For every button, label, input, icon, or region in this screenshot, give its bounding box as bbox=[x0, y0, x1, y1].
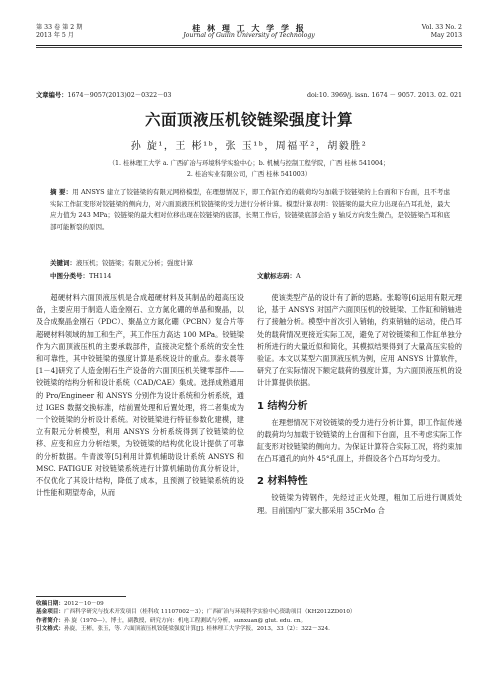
fund-info: 基金项目：广西科学研究与技术开发项目（桂科攻 11107002－3）；广西矿冶与环境科学实验中心资助项目（KH2012ZD010） bbox=[36, 609, 356, 616]
abstract: 摘 要：用 ANSYS 建立了铰链梁的有限元网格模型，在理想情况下，即工作缸作追的载荷均匀加载于铰链梁的上台面和下台面，且不考虑实际工作缸变形对铰链梁的侧向力，对六面顶液压机铰链梁的受力进行分析计算。模型计算表明：铰链梁的最大应力出现在凸耳孔处，最大应力值为 243 MPa；铰链梁的最大相对位移出现在铰链梁的底部，长期工作后，铰链梁底部会沿 y 轴反方向发生微凸，是铰链梁凸耳和底部可能断裂的原因。 bbox=[50, 188, 450, 231]
journal-issue-info: 第 33 卷 第 2 期 2013 年 5 月 bbox=[36, 24, 83, 39]
intro-continued: 使该类型产品的设计有了新的思路。张聪等[6]运用有限元理论，基于 ANSYS 对国产六面顶压机的铰链梁、工作缸和销轴进行了接触分析。模型中首次引入销轴，约束销轴的运动，使凸耳处的载荷情况更接近实际工况，避免了对铰链梁和工作缸单独分析所进行的大量近似和简化，其模拟结果得到了大量高压实验的验证。本文以某型六面顶液压机为例，应用 ANSYS 计算软件，研究了在实际情况下额定载荷的强度计算，为六面顶液压机的设计计算提供依据。 bbox=[257, 293, 462, 388]
section-2-heading: 2 材料特性 bbox=[257, 476, 308, 488]
received-date: 收稿日期：2012－10－09 bbox=[36, 601, 104, 607]
author-bio: 作者简介：孙 旋（1970—），博士，副教授，研究方向：机电工程测试与分析，sunxuan@ glut. edu. cn。 bbox=[36, 617, 307, 624]
header-rule-thin bbox=[36, 47, 462, 48]
classification-number: 中图分类号：TH114 bbox=[50, 272, 112, 280]
section-1-text: 在理想情况下对铰链梁的受力进行分析计算，即工作缸传递的载荷均匀加载于铰链梁的上台面和下台面，且不考虑实际工作缸变形对铰链梁的侧向力。为保证计算符合实际工况，将约束加在凸耳通孔的向外 45°孔面上，并假设各个凸耳均匀受力。 bbox=[257, 417, 462, 464]
doi: doi:10. 3969/j. issn. 1674 － 9057. 2013. 02. 021 bbox=[306, 92, 462, 99]
header-rule bbox=[36, 45, 462, 46]
keywords: 关键词：液压机；铰链梁；有限元分析；强度计算 bbox=[50, 259, 193, 267]
body-left-column: 超硬材料六面顶液压机是合成超硬材料及其制品的超高压设备，主要应用于制造人造金刚石、立方氮化硼的单晶和聚晶，以及合成聚晶金刚石（PDC）、聚晶立方氮化硼（PCBN）复合片等超硬材料领域的加工和生产，其工作压力高达 100 MPa。铰链梁作为六面顶液压机的主要承载部件，直接决定整个系统的安全性和可靠性，其中铰链梁的强度计算是系统设计的重点。泰永晨等[1－4]研究了人造金刚石生产设备的六面顶压机关键零部件——铰链梁的结构分析和设计系统（CAD/CAE）集成。选择成熟通用的 Pro/Engineer 和 ANSYS 分别作为设计系统和分析系统，通过 IGES 数据交换标准，结前置处理和后置处理，将二者集成为一个铰链梁的分析设计系统。对铰链梁进行特征参数化建模，建立有限元分析模型，利用 ANSYS 分析系统得到了铰链梁的位移、应变和应力分析结果，为铰链梁的结构优化设计提供了可靠的分析数据。牛青波等[5]利用计算机辅助设计系统 ANSYS 和 MSC. FATIGUE 对铰链梁系统进行计算机辅助仿真分析设计，不仅优化了其设计结构，降低了成本，且预测了铰链梁系统的设计性能和期望寿命，从而 bbox=[36, 293, 244, 498]
document-code: 文献标志码：A bbox=[257, 272, 301, 280]
affiliation-line-1: （1. 桂林理工大学 a. 广西矿冶与环境科学实验中心；b. 机械与控制工程学院，广西 桂林 541004； bbox=[108, 160, 390, 167]
paper-title: 六面顶液压机铰链梁强度计算 bbox=[144, 110, 353, 129]
author-list: 孙 旋¹，王 彬¹ᵇ，张 玉¹ᵇ，周福平²，胡毅胜² bbox=[130, 141, 368, 152]
article-number: 文章编号：1674－9057(2013)02－0322－03 bbox=[36, 92, 172, 99]
journal-volume-info: Vol. 33 No. 2 May 2013 bbox=[421, 24, 462, 39]
body-right-column bbox=[257, 292, 462, 517]
citation-format: 引文格式：孙旋，王彬，张玉，等. 六面顶液压机铰链梁强度计算[J]. 桂林理工大学学报，2013，33（2）：322－324. bbox=[36, 625, 330, 632]
footnote-rule bbox=[36, 596, 126, 597]
section-2-text: 铰链梁为铸钢件，先经过正火处理，粗加工后进行调质处理。目前国内厂家大都采用 35CrMo 合 bbox=[257, 493, 462, 515]
section-1-heading: 1 结构分析 bbox=[257, 400, 308, 412]
footnotes bbox=[36, 600, 462, 633]
journal-name: 桂 林 理 工 大 学 学 报 Journal of Guilin University of Technology bbox=[183, 23, 315, 39]
affiliation-line-2: 2. 桂冶实业有限公司，广西 桂林 541003） bbox=[186, 171, 312, 178]
